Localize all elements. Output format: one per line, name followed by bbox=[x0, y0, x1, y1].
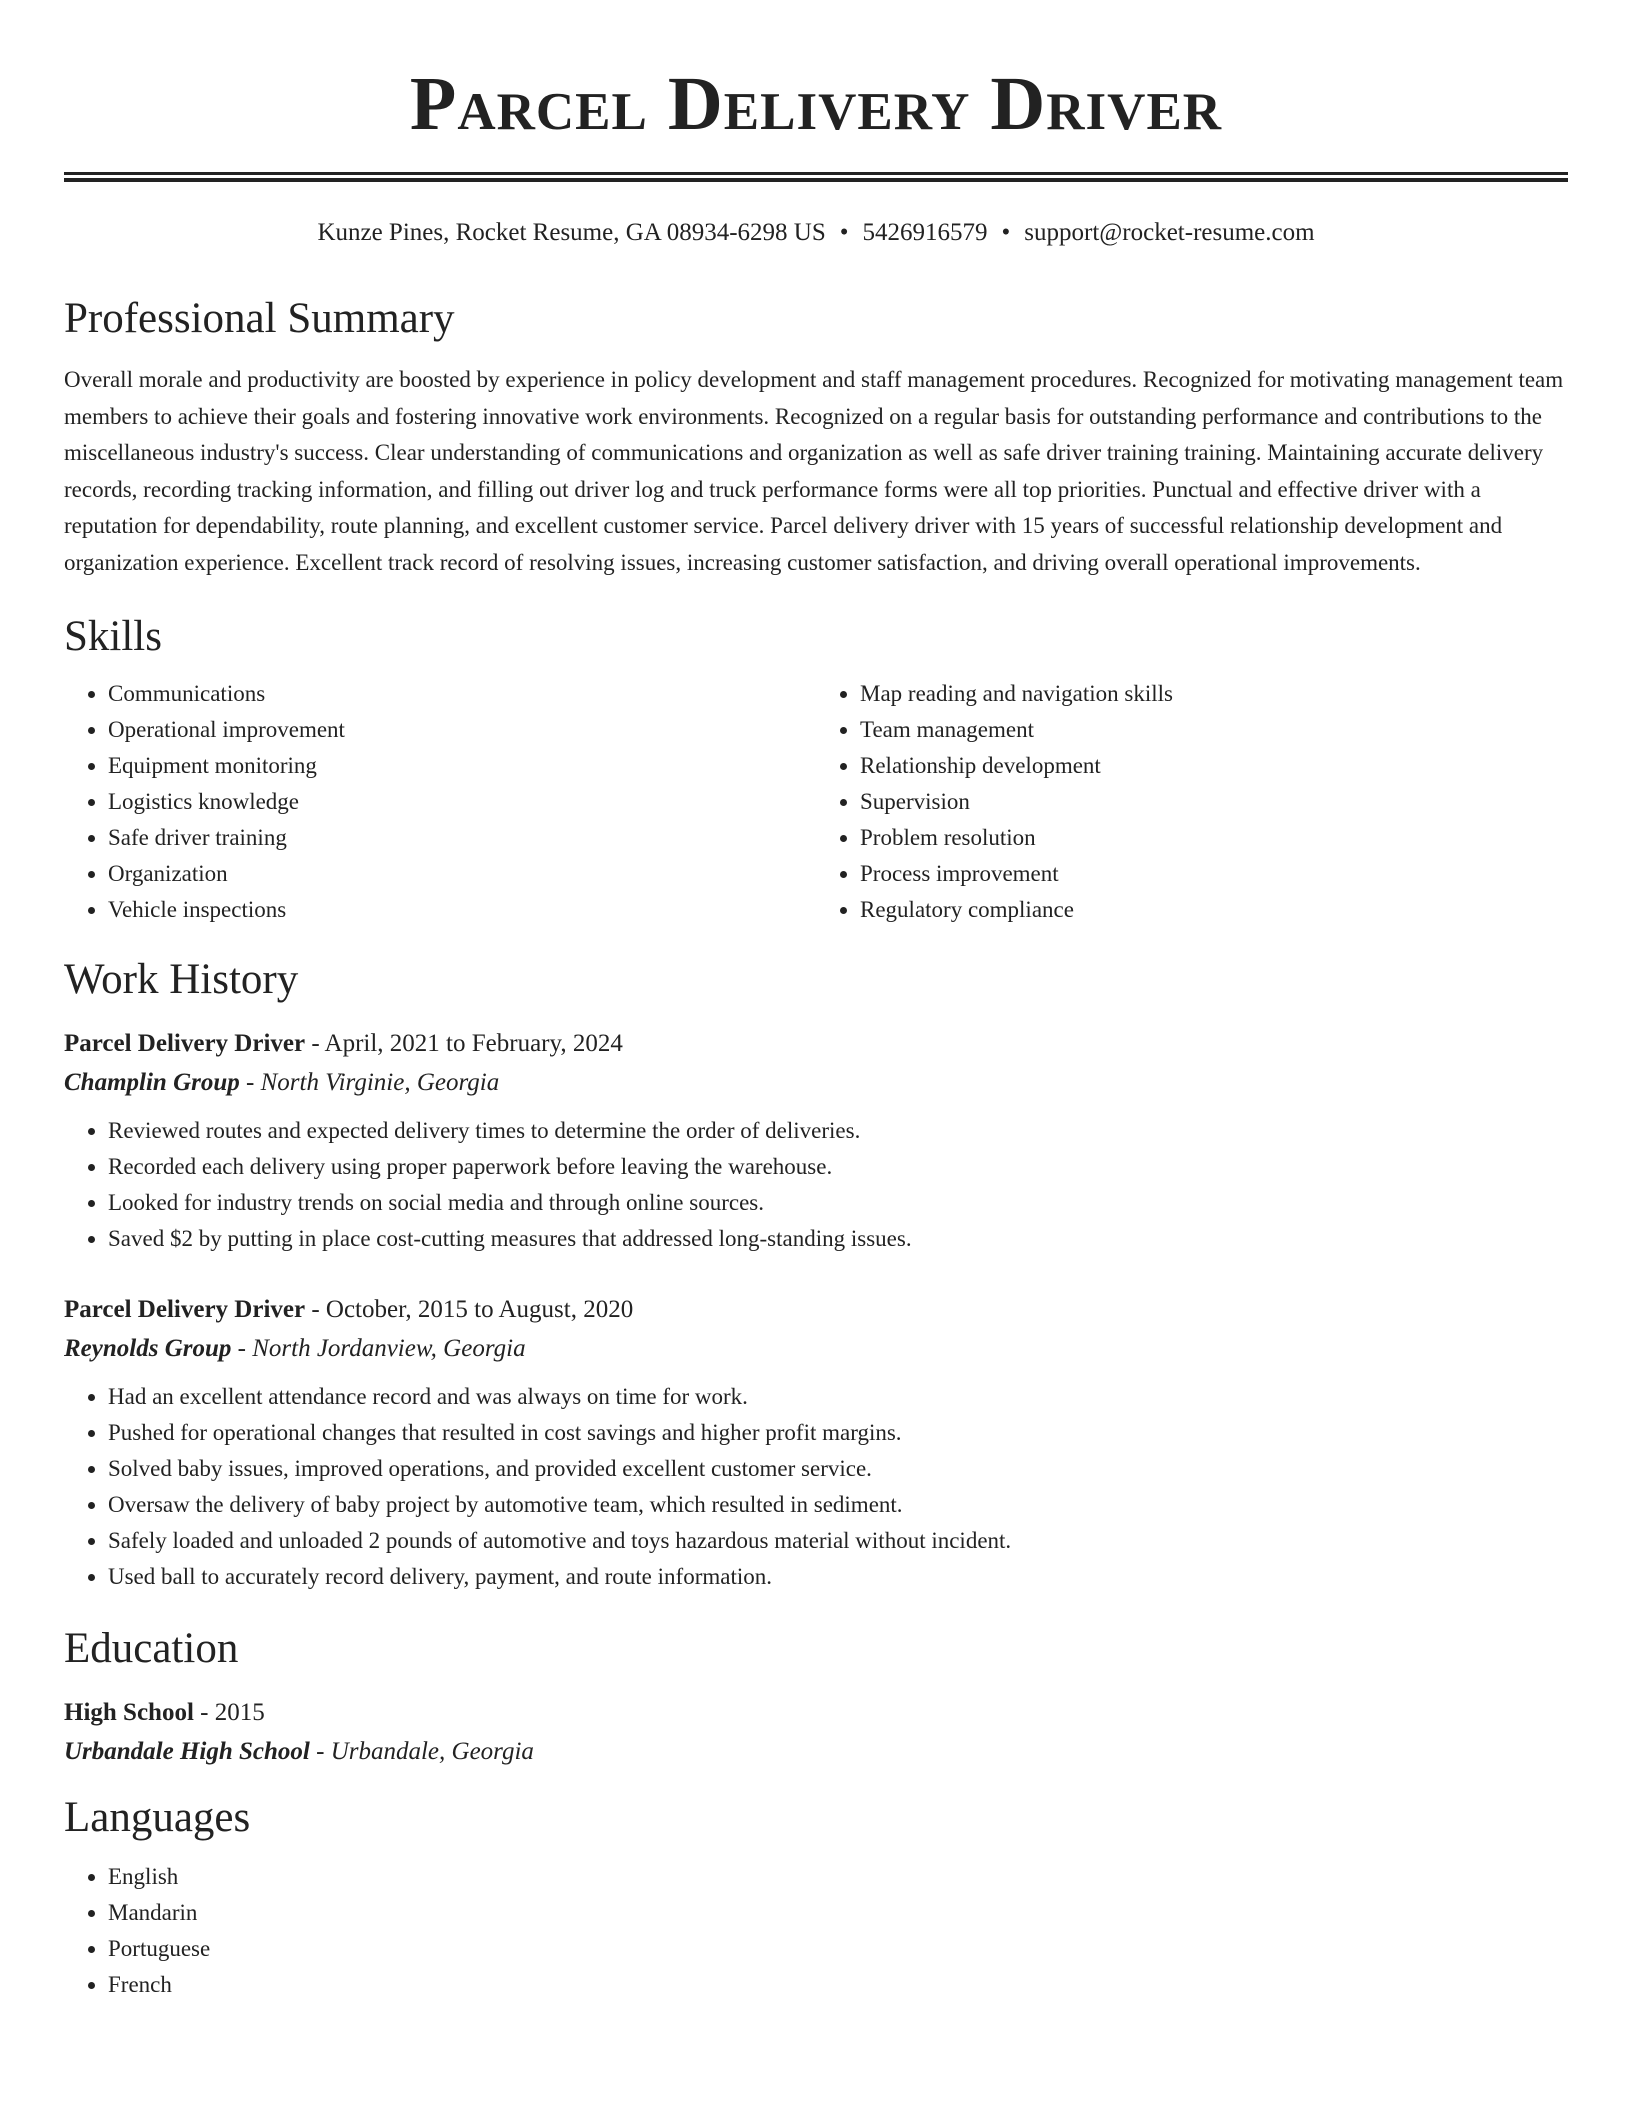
graduation-year: - 2015 bbox=[193, 1699, 265, 1726]
company-line bbox=[64, 1336, 1568, 1361]
summary-text: Overall morale and productivity are boosted by experience in policy development and staff management procedures. Recognized for motivating management team members to achieve their goals and fostering innovative work environments. Recognized on a regular basis for outstanding performance and contributions to the miscellaneous industry's success. Clear understanding of communications and organization as well as safe driver training training. Maintaining accurate delivery records, recording tracking information, and filling out driver log and truck performance forms were all top priorities. Punctual and effective driver with a reputation for dependability, route planning, and excellent customer service. Parcel delivery driver with 15 years of successful relationship development and organization experience. Excellent track record of resolving issues, increasing customer satisfaction, and driving overall operational improvements. bbox=[64, 367, 1564, 575]
job-title: Parcel Delivery Driver bbox=[64, 1030, 306, 1057]
degree-line bbox=[64, 1700, 1568, 1725]
job-bullet: • Used ball to accurately record delivery, payment, and route information. bbox=[108, 1559, 1568, 1595]
skill-item: • Map reading and navigation skills bbox=[860, 676, 1568, 712]
company-name: Champlin Group bbox=[64, 1069, 240, 1096]
education-heading: Education bbox=[64, 1625, 239, 1672]
language-item: • Mandarin bbox=[108, 1895, 1568, 1931]
contact-separator: • bbox=[839, 219, 849, 246]
contact-address: Kunze Pines, Rocket Resume, GA 08934-6298 US bbox=[317, 219, 826, 246]
skill-item: • Logistics knowledge bbox=[108, 784, 816, 820]
school-name: Urbandale High School bbox=[64, 1738, 310, 1765]
language-item: • English bbox=[108, 1859, 1568, 1895]
job-bullet: • Safely loaded and unloaded 2 pounds of automotive and toys hazardous material without incident. bbox=[108, 1523, 1568, 1559]
job-dates: - October, 2015 to August, 2020 bbox=[305, 1296, 634, 1323]
job-title-line bbox=[64, 1297, 1568, 1322]
summary-heading: Professional Summary bbox=[64, 295, 455, 342]
job-bullets bbox=[64, 1379, 1568, 1595]
languages-section bbox=[64, 1796, 1568, 2003]
language-item: • French bbox=[108, 1967, 1568, 2003]
company-location: - North Virginie, Georgia bbox=[239, 1069, 500, 1096]
languages-heading: Languages bbox=[64, 1794, 251, 1841]
skill-item: • Supervision bbox=[860, 784, 1568, 820]
skill-item: • Safe driver training bbox=[108, 820, 816, 856]
job-title-line bbox=[64, 1031, 1568, 1056]
school-location: - Urbandale, Georgia bbox=[309, 1738, 534, 1765]
skill-item: • Equipment monitoring bbox=[108, 748, 816, 784]
job-bullet: • Saved $2 by putting in place cost-cutting measures that addressed long-standing issues. bbox=[108, 1221, 1568, 1257]
job-entry bbox=[64, 1031, 1568, 1257]
job-bullet: • Oversaw the delivery of baby project by automotive team, which resulted in sediment. bbox=[108, 1487, 1568, 1523]
job-dates: - April, 2021 to February, 2024 bbox=[305, 1030, 623, 1057]
skill-item: • Problem resolution bbox=[860, 820, 1568, 856]
skill-item: • Regulatory compliance bbox=[860, 892, 1568, 928]
skill-item: • Team management bbox=[860, 712, 1568, 748]
job-bullet: • Looked for industry trends on social media and through online sources. bbox=[108, 1185, 1568, 1221]
language-item: • Portuguese bbox=[108, 1931, 1568, 1967]
work-history-section bbox=[64, 958, 1568, 1595]
skill-item: • Organization bbox=[108, 856, 816, 892]
school-line bbox=[64, 1739, 1568, 1764]
skills-list-left bbox=[64, 676, 816, 928]
languages-list bbox=[64, 1859, 1568, 2003]
company-line bbox=[64, 1070, 1568, 1095]
skill-item: • Process improvement bbox=[860, 856, 1568, 892]
degree: High School bbox=[64, 1699, 194, 1726]
skills-heading: Skills bbox=[64, 613, 162, 660]
job-bullet: • Reviewed routes and expected delivery times to determine the order of deliveries. bbox=[108, 1113, 1568, 1149]
job-title: Parcel Delivery Driver bbox=[64, 1296, 306, 1323]
contact-separator: • bbox=[1001, 219, 1011, 246]
contact-phone: 5426916579 bbox=[862, 219, 988, 246]
skill-item: • Operational improvement bbox=[108, 712, 816, 748]
company-name: Reynolds Group bbox=[64, 1335, 232, 1362]
summary-section bbox=[64, 297, 1568, 581]
job-entry bbox=[64, 1297, 1568, 1595]
education-section bbox=[64, 1627, 1568, 1764]
header-double-rule bbox=[64, 172, 1568, 182]
job-bullet: • Solved baby issues, improved operations, and provided excellent customer service. bbox=[108, 1451, 1568, 1487]
skill-item: • Communications bbox=[108, 676, 816, 712]
work-history-heading: Work History bbox=[64, 956, 299, 1003]
job-bullets bbox=[64, 1113, 1568, 1257]
contact-email: support@rocket-resume.com bbox=[1024, 219, 1315, 246]
skill-item: • Vehicle inspections bbox=[108, 892, 816, 928]
skills-columns bbox=[64, 676, 1568, 928]
contact-line bbox=[64, 220, 1568, 245]
job-bullet: • Pushed for operational changes that resulted in cost savings and higher profit margins. bbox=[108, 1415, 1568, 1451]
skill-item: • Relationship development bbox=[860, 748, 1568, 784]
job-bullet: • Recorded each delivery using proper paperwork before leaving the warehouse. bbox=[108, 1149, 1568, 1185]
skills-list-right bbox=[816, 676, 1568, 928]
company-location: - North Jordanview, Georgia bbox=[231, 1335, 526, 1362]
candidate-name: Parcel Delivery Driver bbox=[409, 62, 1223, 146]
skills-section bbox=[64, 615, 1568, 928]
job-bullet: • Had an excellent attendance record and was always on time for work. bbox=[108, 1379, 1568, 1415]
